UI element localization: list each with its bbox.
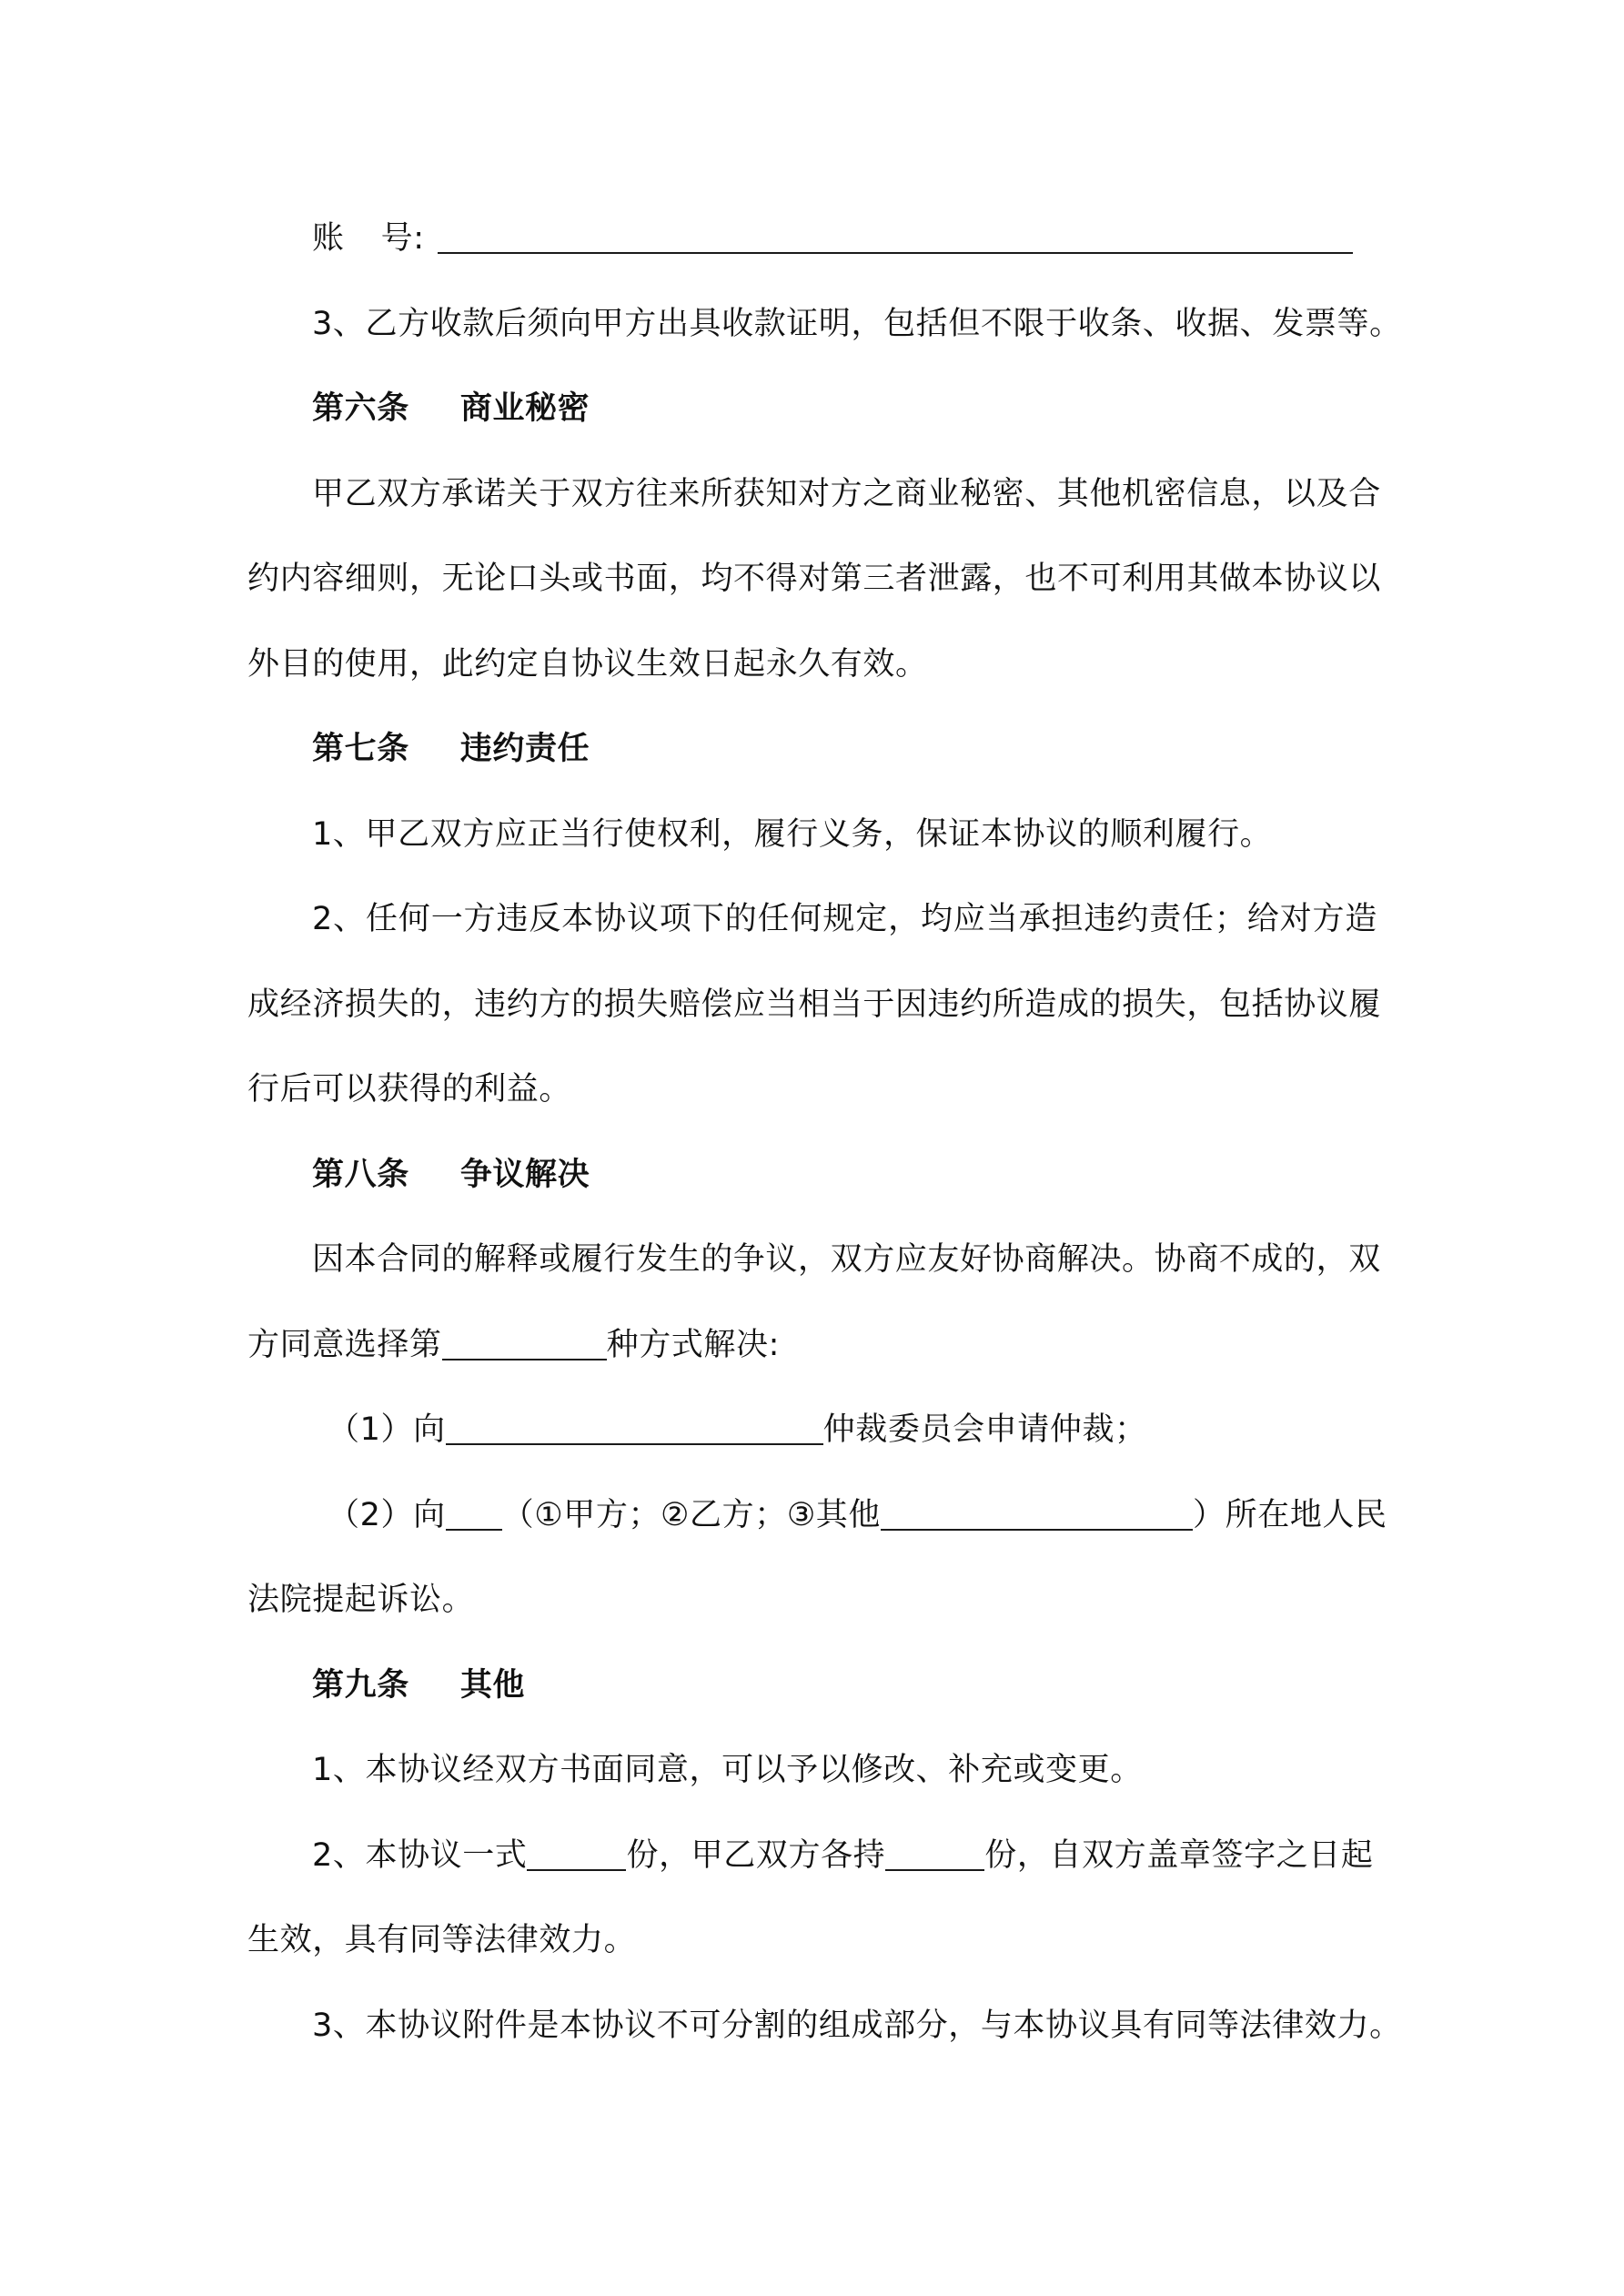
court-party-choice-field[interactable] xyxy=(446,1492,502,1531)
article8-intro-line-1: 因本合同的解释或履行发生的争议，双方应友好协商解决。协商不成的，双 xyxy=(312,1241,1381,1278)
article6-number: 第六条 xyxy=(312,390,409,427)
article8-intro-prefix: 方同意选择第 xyxy=(247,1327,442,1363)
article8-number: 第八条 xyxy=(312,1157,409,1193)
article8-heading xyxy=(312,1148,1377,1202)
arbitration-commission-field[interactable] xyxy=(446,1407,823,1445)
article8-option-2-line-2: 法院提起诉讼。 xyxy=(247,1582,475,1618)
article9-item-2-line-2: 生效，具有同等法律效力。 xyxy=(247,1922,637,1958)
article7-heading xyxy=(312,722,1377,776)
account-label-a: 账 xyxy=(312,220,345,257)
payment-item-3: 3、乙方收款后须向甲方出具收款证明，包括但不限于收条、收据、发票等。 xyxy=(312,306,1402,342)
article8-option-1 xyxy=(328,1402,1377,1457)
article9-item-3: 3、本协议附件是本协议不可分割的组成部分，与本协议具有同等法律效力。 xyxy=(312,2008,1402,2044)
item2-middle: 份，甲乙双方各持 xyxy=(626,1837,886,1874)
article7-number: 第七条 xyxy=(312,731,409,767)
article7-item-2-line-1: 2、任何一方违反本协议项下的任何规定，均应当承担违约责任；给对方造 xyxy=(312,901,1377,937)
item2-prefix: 2、本协议一式 xyxy=(312,1837,528,1874)
article6-heading xyxy=(312,381,1377,436)
article6-line-1: 甲乙双方承诺关于双方往来所获知对方之商业秘密、其他机密信息，以及合 xyxy=(312,476,1381,512)
account-number-field[interactable] xyxy=(438,216,1353,254)
article9-item-1: 1、本协议经双方书面同意，可以予以修改、补充或变更。 xyxy=(312,1752,1143,1788)
item2-suffix: 份，自双方盖章签字之日起 xyxy=(984,1837,1374,1874)
article6-line-2: 约内容细则，无论口头或书面，均不得对第三者泄露，也不可利用其做本协议以 xyxy=(247,561,1382,597)
article9-item-2 xyxy=(312,1828,1377,1883)
article9-title: 其他 xyxy=(459,1667,526,1704)
copies-each-party-field[interactable] xyxy=(885,1833,984,1871)
article7-item-2-line-2: 成经济损失的，违约方的损失赔偿应当相当于因违约所造成的损失，包括协议履 xyxy=(247,986,1382,1023)
option2-prefix: （2）向 xyxy=(328,1497,446,1533)
option1-prefix: （1）向 xyxy=(328,1411,446,1448)
article8-option-2 xyxy=(328,1488,1387,1542)
option1-suffix: 仲裁委员会申请仲裁； xyxy=(822,1411,1147,1448)
article7-item-1: 1、甲乙双方应正当行使权利，履行义务，保证本协议的顺利履行。 xyxy=(312,816,1273,853)
article8-intro-line-2 xyxy=(247,1318,1377,1372)
article6-title: 商业秘密 xyxy=(459,390,590,427)
article9-number: 第九条 xyxy=(312,1667,409,1704)
article7-item-2-line-3: 行后可以获得的利益。 xyxy=(247,1071,572,1108)
article8-title: 争议解决 xyxy=(459,1157,590,1193)
option2-suffix: ）所在地人民 xyxy=(1193,1497,1387,1533)
dispute-method-choice-field[interactable] xyxy=(442,1322,607,1360)
article6-line-3: 外目的使用，此约定自协议生效日起永久有效。 xyxy=(247,646,928,683)
option2-middle: （①甲方；②乙方；③其他 xyxy=(501,1497,882,1533)
article9-heading xyxy=(312,1658,1377,1713)
copies-total-field[interactable] xyxy=(527,1833,626,1871)
account-label-b: 号: xyxy=(380,220,425,257)
article7-title: 违约责任 xyxy=(459,731,590,767)
court-other-location-field[interactable] xyxy=(881,1492,1193,1531)
article8-intro-suffix: 种方式解决: xyxy=(606,1327,781,1363)
account-line xyxy=(312,211,1377,266)
